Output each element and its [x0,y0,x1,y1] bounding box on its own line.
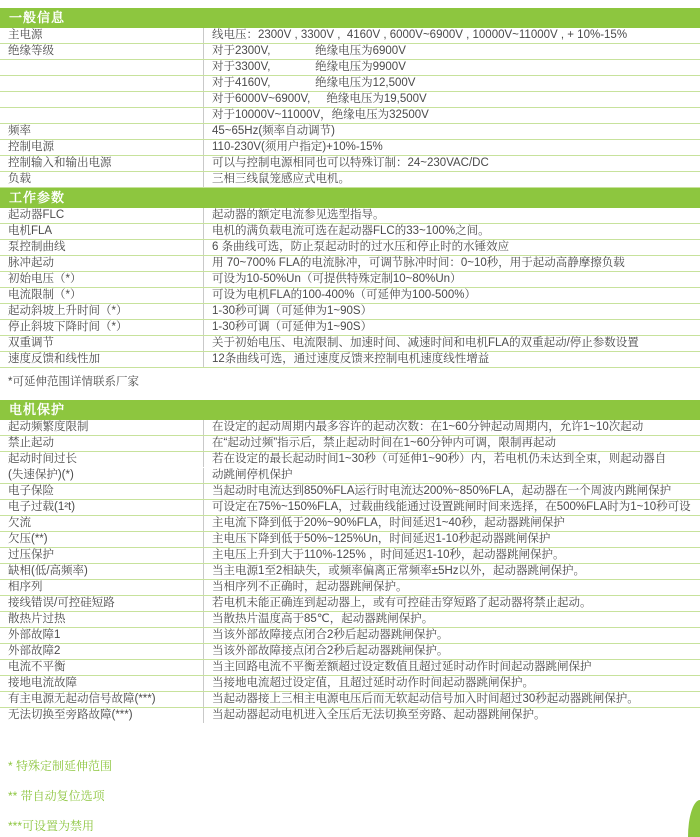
row-label: 电子过载(1²t) [0,500,204,515]
row-value: 电机的满负载电流可选在起动器FLC的33~100%之间。 [212,225,490,237]
row-value: 1-30秒可调（可延伸为1~90S） [212,321,373,333]
row-value: 对于6000V~6900V, 绝缘电压为19,500V [212,93,427,105]
table-row [0,580,700,596]
table-row [0,76,700,92]
row-label: 停止斜坡下降时间（*） [0,320,204,335]
section-rows [0,28,700,188]
section-rows [0,420,700,724]
row-label: 双重调节 [0,336,204,351]
row-value: 对于4160V, 绝缘电压为12,500V [212,77,416,89]
footnote: * 特殊定制延伸范围 [8,759,113,773]
row-value: 关于初始电压、电流限制、加速时间、减速时间和电机FLA的双重起动/停止参数设置 [212,337,639,349]
row-value: 当接地电流超过设定值，且超过延时动作时间起动器跳闸保护。 [212,677,534,689]
section-header: 电机保护 [0,400,700,420]
row-label: 起动斜坡上升时间（*） [0,304,204,319]
table-row [0,272,700,288]
row-label: 频率 [0,124,204,139]
row-label: 电流不平衡 [0,660,204,675]
row-label: 绝缘等级 [0,44,204,59]
footnotes [0,758,700,834]
section-header: 工作参数 [0,188,700,208]
table-row [0,596,700,612]
section-note: *可延伸范围详情联系厂家 [8,376,139,388]
row-label: 电流限制（*） [0,288,204,303]
row-label: 缺相(低/高频率) [0,564,204,579]
row-label: 接地电流故障 [0,676,204,691]
row-value: 12条曲线可选，通过速度反馈来控制电机速度线性增益 [212,353,490,365]
row-label: 散热片过热 [0,612,204,627]
row-label: 脉冲起动 [0,256,204,271]
table-row [0,660,700,676]
footnote: ***可设置为禁用 [8,819,95,833]
table-row [0,288,700,304]
row-value: 当主电源1至2相缺失，或频率偏离正常频率±5Hz以外，起动器跳闸保护。 [212,565,586,577]
row-value: 对于3300V, 绝缘电压为9900V [212,61,406,73]
row-value: 1-30秒可调（可延伸为1~90S） [212,305,373,317]
table-row [0,468,700,484]
row-label: 欠压(**) [0,532,204,547]
row-label: 过压保护 [0,548,204,563]
row-value: 当主回路电流不平衡差额超过设定数值且超过延时动作时间起动器跳闸保护 [212,661,592,673]
row-value: 当该外部故障接点闭合2秒后起动器跳闸保护。 [212,629,449,641]
row-value: 对于10000V~11000V，绝缘电压为32500V [212,109,429,121]
table-row [0,140,700,156]
row-label: 控制电源 [0,140,204,155]
row-label: 相序列 [0,580,204,595]
row-label: (失速保护)(*) [0,468,204,483]
row-value: 若在设定的最长起动时间1~30秒（可延伸1~90秒）内，若电机仍未达到全束，则起动器自 [212,453,667,465]
table-row [0,644,700,660]
row-label: 速度反馈和线性加 [0,352,204,367]
row-label: 泵控制曲线 [0,240,204,255]
table-row [0,256,700,272]
row-label: 控制输入和输出电源 [0,156,204,171]
row-value: 在设定的起动周期内最多容许的起动次数：在1~60分钟起动周期内，允许1~10次起动 [212,421,644,433]
table-row [0,172,700,188]
row-value: 45~65Hz(频率自动调节) [212,125,336,137]
row-label: 禁止起动 [0,436,204,451]
table-row [0,676,700,692]
table-row [0,516,700,532]
table-row [0,224,700,240]
table-row [0,44,700,60]
table-row [0,208,700,224]
row-label [0,92,204,107]
row-label: 电机FLA [0,224,204,239]
row-label: 无法切换至旁路故障(***) [0,708,204,723]
table-row [0,92,700,108]
row-value: 动跳闸停机保护 [212,469,293,481]
row-label: 有主电源无起动信号故障(***) [0,692,204,707]
row-label: 接线错误/可控硅短路 [0,596,204,611]
row-value: 主电流下降到低于20%~90%FLA，时间延迟1~40秒，起动器跳闸保护 [212,517,565,529]
table-row [0,484,700,500]
table-row [0,124,700,140]
row-label: 起动时间过长 [0,452,204,467]
row-label [0,60,204,75]
row-value: 可以与控制电源相同也可以特殊订制：24~230VAC/DC [212,157,489,169]
table-row [0,628,700,644]
table-row [0,336,700,352]
table-row [0,500,700,516]
table-row [0,156,700,172]
row-value: 当起动器起动电机进入全压后无法切换至旁路、起动器跳闸保护。 [212,709,546,721]
row-value: 可设为10-50%Un（可提供特殊定制10~80%Un） [212,273,462,285]
row-value: 当起动器接上三相主电源电压后而无软起动信号加入时间超过30秒起动器跳闸保护。 [212,693,639,705]
row-label: 外部故障2 [0,644,204,659]
row-value: 可设定在75%~150%FLA，过载曲线能通过设置跳闸时间来选择，在500%FLA时为1~10秒可设 [212,501,691,513]
table-row [0,420,700,436]
row-value: 当相序列不正确时，起动器跳闸保护。 [212,581,408,593]
table-row [0,352,700,368]
table-row [0,28,700,44]
row-value: 若电机未能正确连到起动器上，或有可控硅击穿短路了起动器将禁止起动。 [212,597,592,609]
row-label: 外部故障1 [0,628,204,643]
row-value: 在“起动过频”指示后，禁止起动时间在1~60分钟内可调，限制再起动 [212,437,557,449]
table-row [0,60,700,76]
table-row [0,532,700,548]
row-value: 起动器的额定电流参见选型指导。 [212,209,385,221]
row-label: 电子保险 [0,484,204,499]
row-value: 三相三线鼠笼感应式电机。 [212,173,350,185]
row-value: 线电压：2300V , 3300V , 4160V , 6000V~6900V , 10000V~11000V , + 10%-15% [212,29,628,41]
table-row [0,320,700,336]
row-label: 负载 [0,172,204,187]
table-row [0,436,700,452]
row-value: 可设为电机FLA的100-400%（可延伸为100-500%） [212,289,476,301]
row-value: 主电压上升到大于110%-125% ，时间延迟1-10秒，起动器跳闸保护。 [212,549,565,561]
section-rows [0,208,700,368]
row-value: 110-230V(须用户指定)+10%-15% [212,141,383,153]
row-label [0,108,204,123]
row-value: 主电压下降到低于50%~125%Un，时间延迟1-10秒起动器跳闸保护 [212,533,551,545]
row-label: 初始电压（*） [0,272,204,287]
table-row [0,692,700,708]
table-row [0,240,700,256]
table-row [0,612,700,628]
section-header: 一般信息 [0,8,700,28]
row-label: 起动频繁度限制 [0,420,204,435]
row-label: 起动器FLC [0,208,204,223]
table-row [0,548,700,564]
footnote: ** 带自动复位选项 [8,789,105,803]
row-value: 当该外部故障接点闭合2秒后起动器跳闸保护。 [212,645,449,657]
table-row [0,708,700,724]
row-value: 当起动时电流达到850%FLA运行时电流达200%~850%FLA，起动器在一个周波内跳闸保护 [212,485,672,497]
table-row [0,304,700,320]
row-value: 对于2300V, 绝缘电压为6900V [212,45,406,57]
row-value: 用 70~700% FLA的电流脉冲，可调节脉冲时间：0~10秒，用于起动高静摩擦负载 [212,257,625,269]
row-label [0,76,204,91]
table-row [0,108,700,124]
table-row [0,564,700,580]
row-label: 主电源 [0,28,204,43]
table-row [0,452,700,468]
row-label: 欠流 [0,516,204,531]
row-value: 当散热片温度高于85℃，起动器跳闸保护。 [212,613,434,625]
row-value: 6 条曲线可选，防止泵起动时的过水压和停止时的水锤效应 [212,241,510,253]
